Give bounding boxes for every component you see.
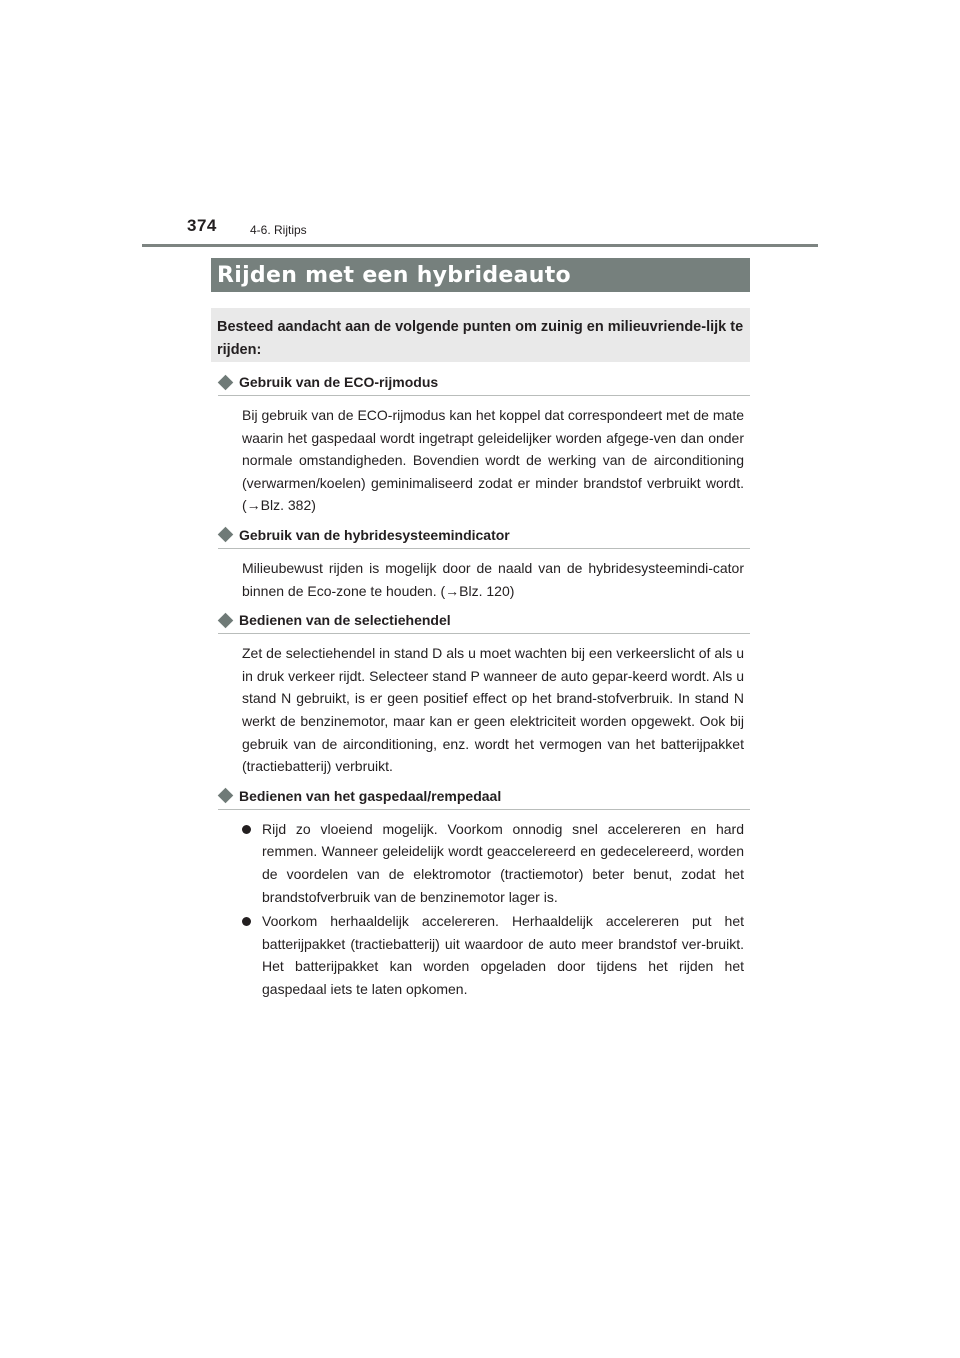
section-hybrid-indicator — [218, 527, 750, 602]
section-body: Zet de selectiehendel in stand D als u moet wachten bij een verkeerslicht of als u in druk verkeer rijdt. Selecteer stand P wanneer de auto gepar-keerd wordt. Als u stand N gebruikt, is er geen positief effect op het brand-stofverbruik. In stand N werkt de benzinemotor, maar kan er geen elektriciteit worden opgewekt. Ook bij gebruik van de airconditioning, enz. wordt het vermogen van het batterijpakket (tractiebatterij) verbruikt. — [242, 645, 744, 775]
page-number: 374 — [187, 216, 217, 235]
section-label: 4-6. Rijtips — [250, 223, 307, 237]
section-eco-mode — [218, 374, 750, 517]
bullet-dot-icon — [242, 825, 251, 834]
diamond-bullet-icon — [218, 612, 234, 628]
content — [218, 374, 750, 1010]
section-heading-text: Gebruik van de hybridesysteemindicator — [239, 526, 510, 543]
list-item-text: Rijd zo vloeiend mogelijk. Voorkom onnodig snel accelereren en hard remmen. Wanneer geleidelijk wordt geaccelereerd en gedecelereerd, worden de voordelen van de elektromotor (tractiemotor) beter benut, zodat het brandstofverbruik van de benzinemotor lager is. — [262, 820, 744, 905]
section-shift-lever — [218, 612, 750, 778]
page-title: Rijden met een hybrideauto — [217, 262, 571, 288]
section-heading-text: Gebruik van de ECO-rijmodus — [239, 374, 439, 390]
list-item — [240, 910, 744, 1000]
section-body: Bij gebruik van de ECO-rijmodus kan het koppel dat correspondeert met de mate waarin het gaspedaal wordt ingetrapt geleidelijker worden afgege-ven dan onder normale omstandigheden. Bovendien wordt de werking van de airconditioning (verwarmen/koelen) geminimaliseerd zodat er minder brandstof verbruikt wordt. (→Blz. 382) — [242, 407, 744, 514]
section-heading-text: Bedienen van de selectiehendel — [239, 612, 451, 629]
diamond-bullet-icon — [218, 374, 234, 390]
section-pedals — [218, 788, 750, 1001]
section-heading — [218, 374, 750, 396]
diamond-bullet-icon — [218, 788, 234, 804]
section-heading — [218, 527, 750, 549]
intro-box: Besteed aandacht aan de volgende punten om zuinig en milieuvriende-lijk te rijden: — [211, 308, 750, 362]
title-bar — [211, 258, 750, 292]
section-body: Milieubewust rijden is mogelijk door de naald van de hybridesysteemindi-cator binnen de Eco-zone te houden. (→Blz. 120) — [242, 559, 744, 599]
section-heading — [218, 612, 750, 634]
section-heading — [218, 788, 750, 810]
diamond-bullet-icon — [218, 527, 234, 543]
section-heading-text: Bedienen van het gaspedaal/rempedaal — [239, 787, 502, 804]
bullet-dot-icon — [242, 917, 251, 926]
bullet-list — [240, 818, 744, 1001]
list-item — [240, 818, 744, 908]
header-rule — [142, 244, 818, 247]
list-item-text: Voorkom herhaaldelijk accelereren. Herhaaldelijk accelereren put het batterijpakket (tractiebatterij) uit waardoor de auto meer brandstof ver-bruikt. Het batterijpakket kan worden opgeladen door tijdens het rijden het gaspedaal iets te laten opkomen. — [262, 913, 744, 997]
